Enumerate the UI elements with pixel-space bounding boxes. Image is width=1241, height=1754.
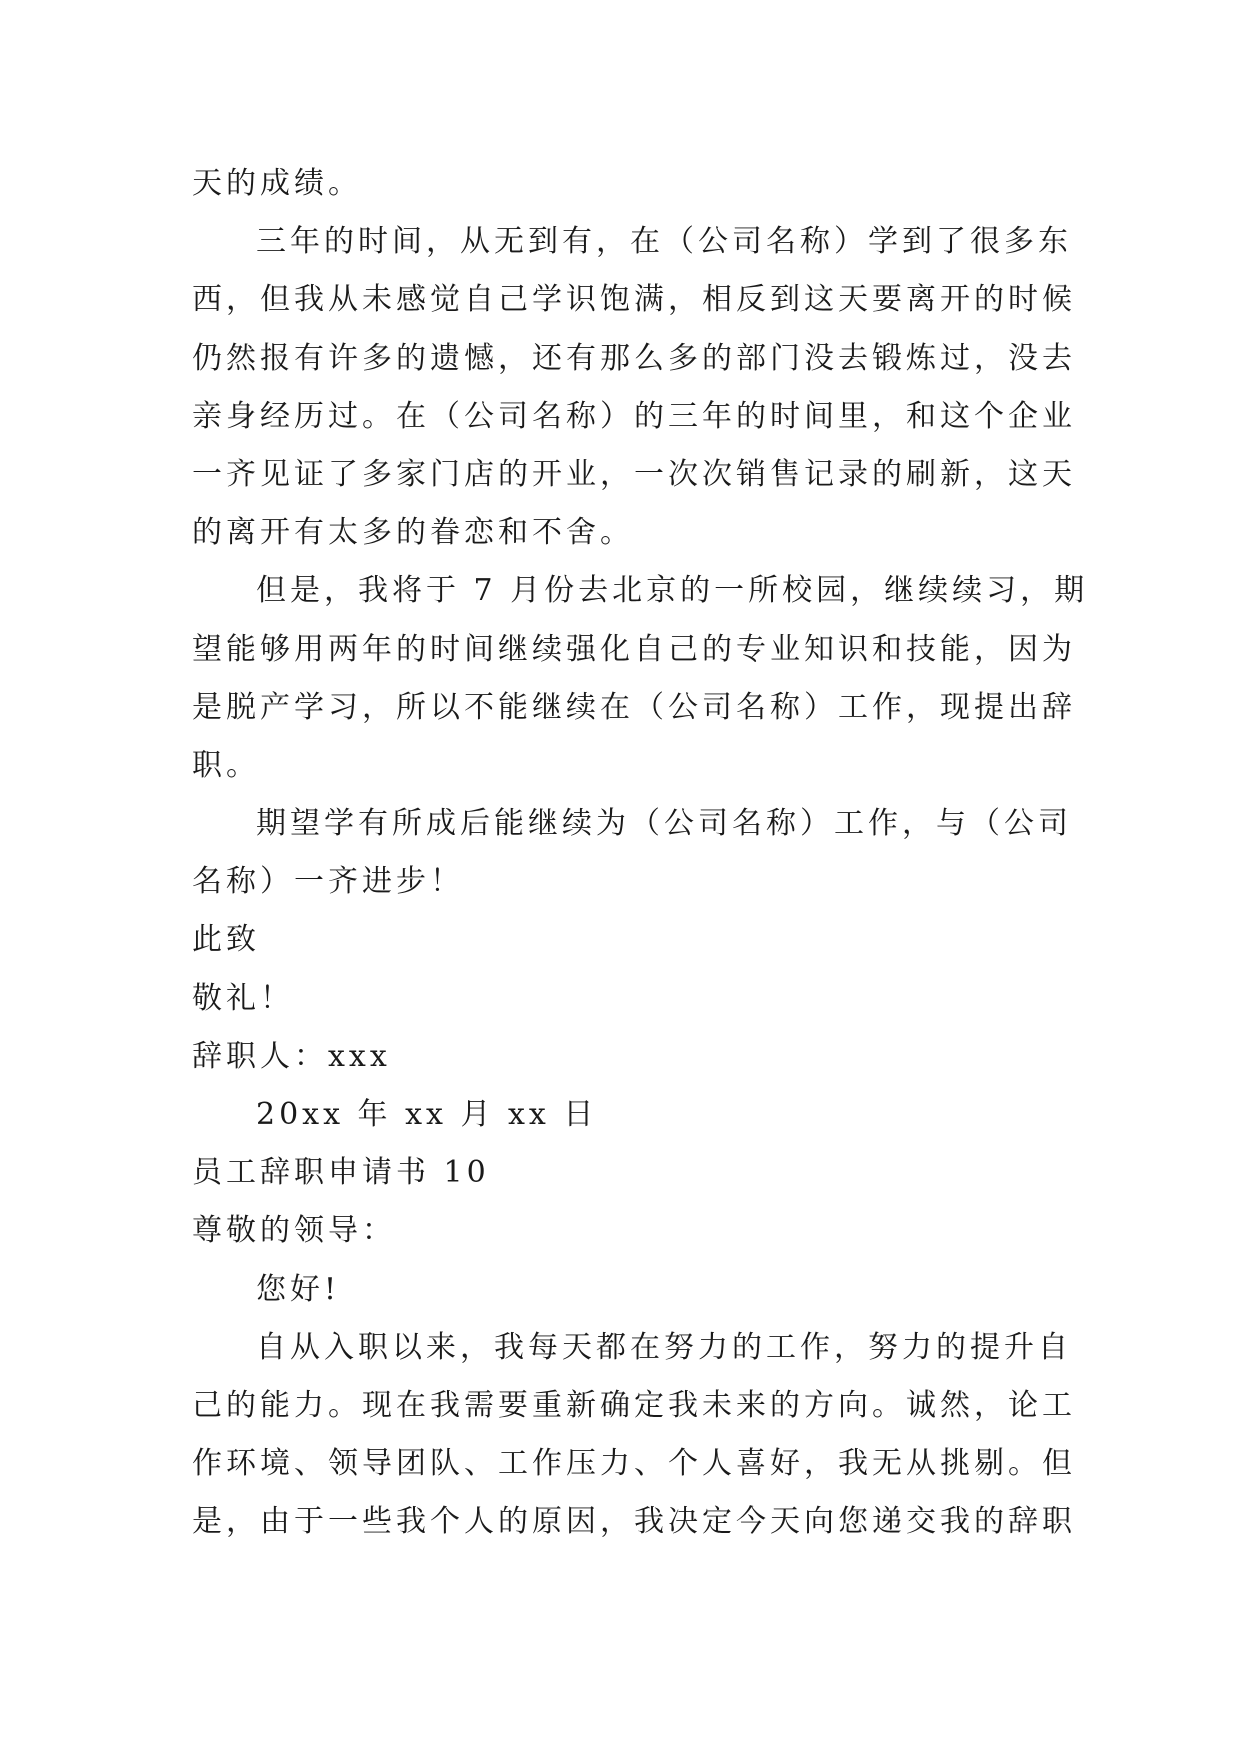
salutation: 尊敬的领导：: [192, 1213, 396, 1249]
section-title: 员工辞职申请书 10: [192, 1155, 490, 1191]
text-line: 西，但我从未感觉自己学识饱满，相反到这天要离开的时候: [192, 282, 1076, 318]
text-line: 己的能力。现在我需要重新确定我未来的方向。诚然，论工: [192, 1387, 1076, 1423]
closing-salute: 敬礼！: [192, 980, 294, 1016]
text-line: 仍然报有许多的遗憾，还有那么多的部门没去锻炼过，没去: [192, 340, 1076, 376]
document-body: [192, 155, 1089, 1552]
text-line: 亲身经历过。在（公司名称）的三年的时间里，和这个企业: [192, 398, 1076, 434]
text-line: 是脱产学习，所以不能继续在（公司名称）工作，现提出辞: [192, 689, 1076, 725]
text-line: 名称）一齐进步！: [192, 864, 464, 900]
text-line: 作环境、领导团队、工作压力、个人喜好，我无从挑剔。但: [192, 1446, 1076, 1482]
paragraph-first-line: 自从入职以来，我每天都在努力的工作，努力的提升自: [256, 1329, 1072, 1365]
text-line: 望能够用两年的时间继续强化自己的专业知识和技能，因为: [192, 631, 1076, 667]
paragraph-first-line: 期望学有所成后能继续为（公司名称）工作，与（公司: [256, 806, 1072, 842]
closing-line: 此致: [192, 922, 260, 958]
text-line: 的离开有太多的眷恋和不舍。: [192, 515, 634, 551]
text-line: 是，由于一些我个人的原因，我决定今天向您递交我的辞职: [192, 1504, 1076, 1540]
greeting: 您好!: [256, 1271, 341, 1307]
text-line: 一齐见证了多家门店的开业，一次次销售记录的刷新，这天: [192, 456, 1076, 492]
paragraph-first-line: 但是，我将于 7 月份去北京的一所校园，继续续习，期: [256, 573, 1089, 609]
text-line: 天的成绩。: [192, 166, 362, 201]
date-line: 20xx 年 xx 月 xx 日: [256, 1097, 598, 1132]
text-line: 职。: [192, 747, 260, 783]
paragraph-first-line: 三年的时间，从无到有，在（公司名称）学到了很多东: [256, 224, 1072, 260]
signer-line: 辞职人：xxx: [192, 1038, 391, 1074]
